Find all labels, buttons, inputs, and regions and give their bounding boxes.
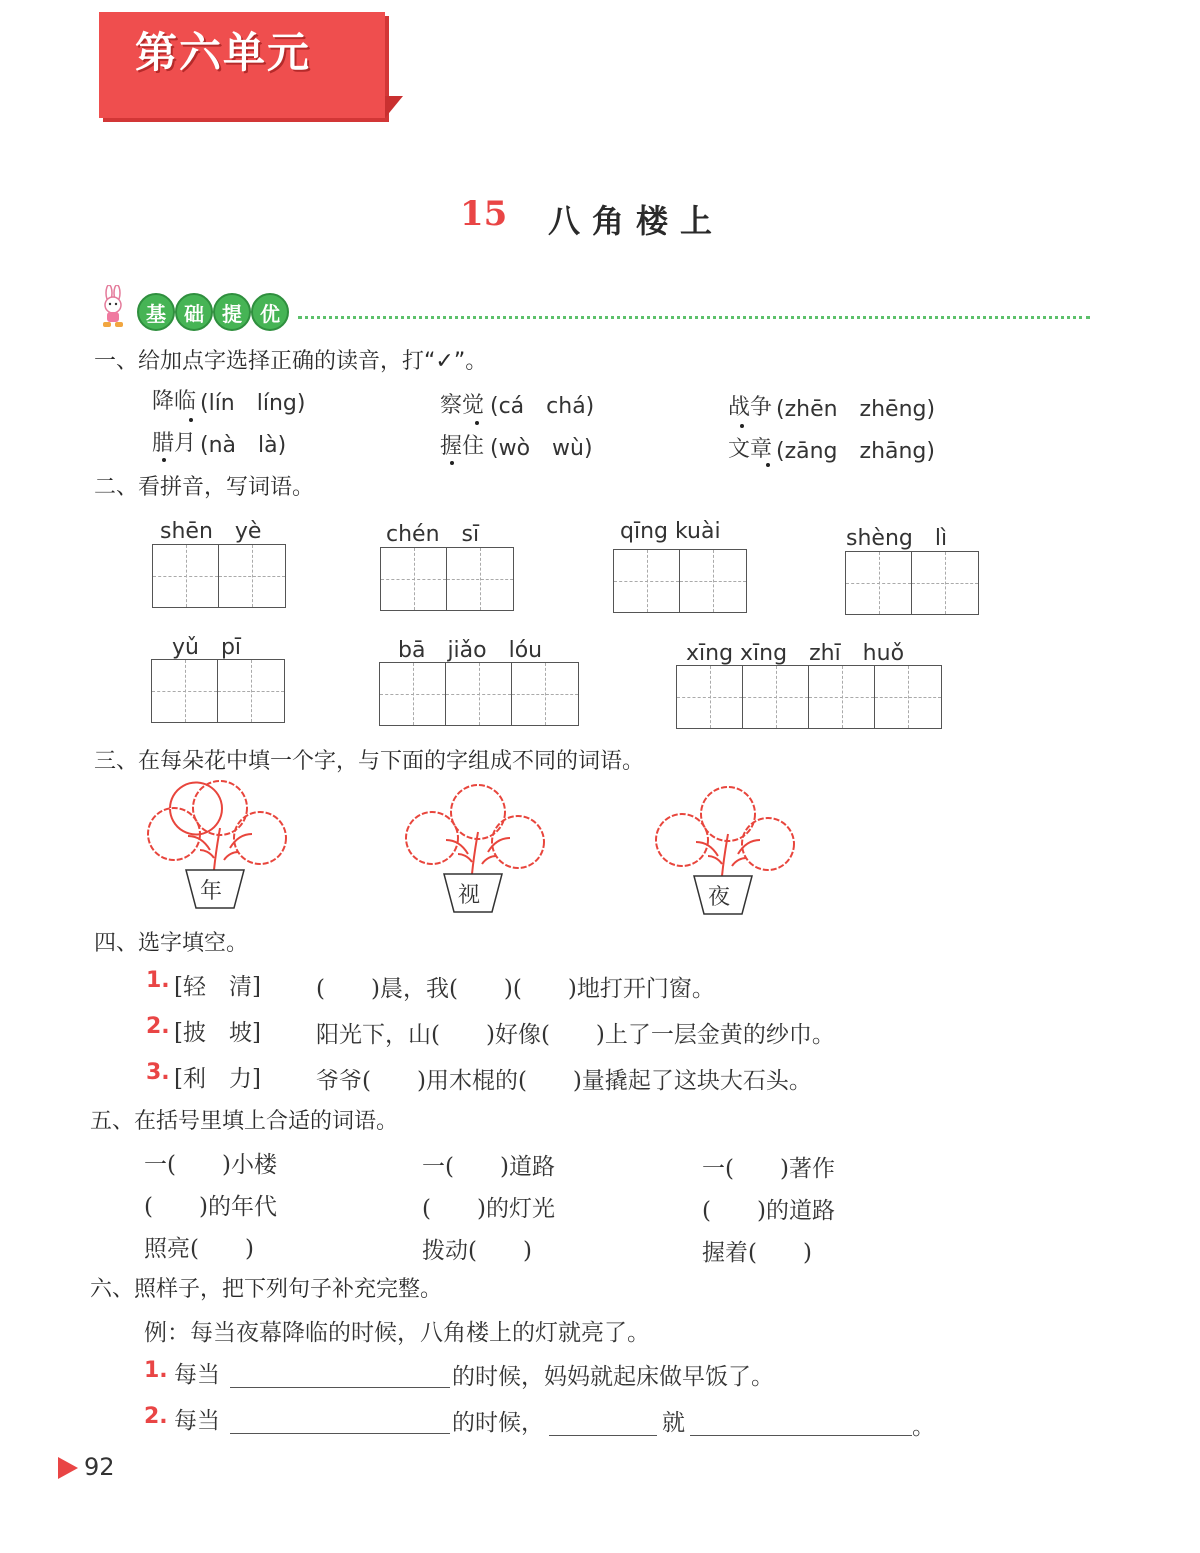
answer-line[interactable]	[549, 1434, 657, 1436]
page-arrow-icon	[58, 1457, 78, 1479]
choice-pair: [利 力]	[174, 1066, 261, 1092]
item-number: 1.	[146, 968, 170, 993]
phrase-blank: ( )的道路	[702, 1198, 835, 1224]
phrase-blank: 一( )著作	[702, 1156, 835, 1182]
q1-item-word: 战争	[728, 395, 773, 420]
q4-heading: 四、选字填空。	[94, 931, 249, 956]
q1-item-options: (zāng zhāng)	[776, 439, 935, 464]
unit-title: 第六单元	[135, 28, 312, 77]
pinyin-label: yǔ pī	[172, 635, 242, 660]
q1-item-word: 文章	[728, 437, 773, 462]
pinyin-label: xīng xīng zhī huǒ	[686, 641, 905, 666]
badge-char-1: 基	[137, 293, 175, 331]
lesson-number: 15	[460, 194, 508, 234]
badge-char-3: 提	[213, 293, 251, 331]
badge-char-4: 优	[251, 293, 289, 331]
sentence-part: 每当	[174, 1362, 220, 1388]
fill-sentence: ( )晨，我( )( )地打开门窗。	[316, 976, 715, 1002]
pinyin-label: bā jiǎo lóu	[398, 638, 543, 663]
phrase-blank: 握着( )	[702, 1240, 812, 1266]
q1-item-word: 降临	[152, 389, 197, 414]
emphasis-dot	[475, 421, 479, 425]
phrase-blank: 一( )小楼	[144, 1152, 277, 1178]
emphasis-dot	[450, 461, 454, 465]
writing-grid[interactable]	[380, 547, 514, 611]
lesson-title: 八角楼上	[548, 202, 725, 240]
phrase-blank: ( )的灯光	[422, 1196, 555, 1222]
phrase-blank: 照亮( )	[144, 1236, 254, 1262]
pinyin-label: chén sī	[386, 522, 480, 547]
sentence-part: 的时候，	[452, 1410, 544, 1436]
unit-banner-fold	[385, 96, 403, 118]
q5-heading: 五、在括号里填上合适的词语。	[90, 1109, 399, 1134]
phrase-blank: 一( )道路	[422, 1154, 555, 1180]
phrase-blank: 拨动( )	[422, 1238, 532, 1264]
pot-char: 视	[458, 883, 481, 908]
emphasis-dot	[162, 458, 166, 462]
writing-grid[interactable]	[845, 551, 979, 615]
emphasis-dot	[189, 418, 193, 422]
emphasis-dot	[766, 463, 770, 467]
pinyin-label: shēn yè	[160, 519, 262, 544]
writing-grid[interactable]	[613, 549, 747, 613]
q1-item-options: (wò wù)	[490, 436, 593, 461]
q1-item-word: 握住	[440, 434, 485, 459]
emphasis-dot	[740, 424, 744, 428]
sentence-part: 就	[662, 1410, 685, 1436]
item-number: 3.	[146, 1060, 170, 1085]
q1-item-word: 腊月	[152, 431, 197, 456]
pot-char: 夜	[708, 885, 731, 910]
phrase-blank: ( )的年代	[144, 1194, 277, 1220]
choice-pair: [轻 清]	[174, 974, 261, 1000]
writing-grid[interactable]	[676, 665, 942, 729]
q2-heading: 二、看拼音，写词语。	[94, 475, 315, 500]
answer-line[interactable]	[690, 1434, 912, 1436]
item-number: 2.	[146, 1014, 170, 1039]
pinyin-label: qīng kuài	[620, 519, 721, 544]
q1-item-word: 察觉	[440, 393, 485, 418]
item-number: 2.	[144, 1404, 168, 1429]
fill-sentence: 阳光下，山( )好像( )上了一层金黄的纱巾。	[316, 1022, 835, 1048]
pot-char: 年	[200, 879, 223, 904]
writing-grid[interactable]	[152, 544, 286, 608]
q6-heading: 六、照样子，把下列句子补充完整。	[90, 1277, 443, 1302]
sentence-part: 每当	[174, 1408, 220, 1434]
page-number: 92	[84, 1453, 115, 1481]
badge-char-2: 础	[175, 293, 213, 331]
fill-sentence: 爷爷( )用木棍的( )量撬起了这块大石头。	[316, 1068, 812, 1094]
q1-item-options: (cá chá)	[490, 394, 595, 419]
sentence-part: 。	[912, 1414, 935, 1440]
choice-pair: [披 坡]	[174, 1020, 261, 1046]
section-divider	[298, 316, 1090, 319]
item-number: 1.	[144, 1358, 168, 1383]
answer-line[interactable]	[230, 1432, 450, 1434]
q3-heading: 三、在每朵花中填一个字，与下面的字组成不同的词语。	[94, 749, 645, 774]
pinyin-label: shèng lì	[846, 526, 948, 551]
rabbit-icon	[95, 285, 135, 329]
sentence-part: 的时候，妈妈就起床做早饭了。	[452, 1364, 774, 1390]
writing-grid[interactable]	[379, 662, 579, 726]
example-sentence: 例：每当夜幕降临的时候，八角楼上的灯就亮了。	[144, 1320, 650, 1346]
q1-heading: 一、给加点字选择正确的读音，打“✓”。	[94, 349, 488, 374]
q1-item-options: (zhēn zhēng)	[776, 397, 936, 422]
writing-grid[interactable]	[151, 659, 285, 723]
q1-item-options: (lín líng)	[200, 391, 306, 416]
q1-item-options: (nà là)	[200, 433, 287, 458]
answer-line[interactable]	[230, 1386, 450, 1388]
